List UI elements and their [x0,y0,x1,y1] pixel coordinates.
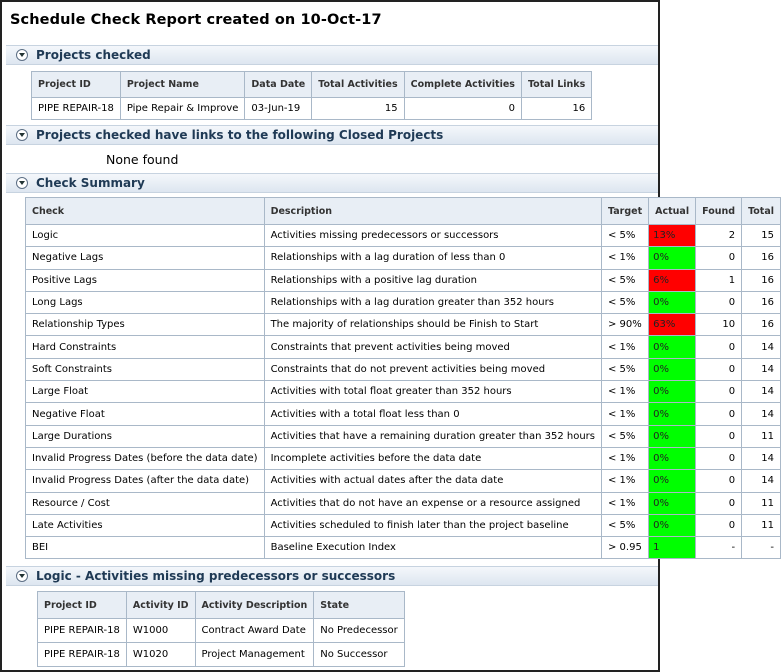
cell: No Predecessor [314,619,404,643]
table-row [38,643,405,667]
table-row [26,381,781,403]
check-name-cell: Long Lags [26,291,265,313]
col-header: State [314,592,404,619]
total-cell: 14 [742,470,781,492]
description-cell: Constraints that prevent activities being moved [264,336,601,358]
col-header: Description [264,198,601,225]
col-header: Total [742,198,781,225]
found-cell: 2 [696,225,742,247]
description-cell: Activities missing predecessors or successors [264,225,601,247]
target-cell: < 5% [601,291,648,313]
check-summary-table [25,197,781,559]
table-row [26,514,781,536]
total-cell: 11 [742,425,781,447]
actual-cell: 0% [649,381,696,403]
col-header: Check [26,198,265,225]
check-name-cell: BEI [26,537,265,559]
target-cell: < 1% [601,492,648,514]
cell: 16 [521,98,591,120]
cell: Pipe Repair & Improve [120,98,245,120]
description-cell: Incomplete activities before the data date [264,447,601,469]
section-title: Logic - Activities missing predecessors or successors [36,569,396,583]
check-name-cell: Negative Lags [26,247,265,269]
table-row [26,358,781,380]
check-name-cell: Logic [26,225,265,247]
collapse-toggle-icon[interactable] [16,570,28,582]
col-header: Activity ID [126,592,195,619]
target-cell: < 1% [601,470,648,492]
actual-cell: 13% [649,225,696,247]
found-cell: 0 [696,247,742,269]
section-closed-project-links[interactable] [6,125,658,145]
cell: 0 [404,98,521,120]
total-cell: 16 [742,269,781,291]
target-cell: < 1% [601,403,648,425]
description-cell: Activities scheduled to finish later than the project baseline [264,514,601,536]
collapse-toggle-icon[interactable] [16,49,28,61]
description-cell: Baseline Execution Index [264,537,601,559]
check-name-cell: Invalid Progress Dates (before the data date) [26,447,265,469]
section-title: Projects checked [36,48,151,62]
target-cell: > 0.95 [601,537,648,559]
description-cell: Constraints that do not prevent activities being moved [264,358,601,380]
description-cell: Activities with actual dates after the data date [264,470,601,492]
col-header: Project ID [32,72,121,98]
col-header: Data Date [245,72,312,98]
col-header: Complete Activities [404,72,521,98]
col-header: Total Activities [312,72,404,98]
section-logic-detail[interactable] [6,566,658,586]
check-name-cell: Hard Constraints [26,336,265,358]
table-row [38,619,405,643]
section-check-summary[interactable] [6,173,658,193]
total-cell: 14 [742,381,781,403]
description-cell: Relationships with a positive lag duration [264,269,601,291]
cell: No Successor [314,643,404,667]
description-cell: Relationships with a lag duration greater than 352 hours [264,291,601,313]
table-row [26,225,781,247]
description-cell: Activities with a total float less than 0 [264,403,601,425]
none-found-message: None found [106,152,179,167]
check-name-cell: Large Durations [26,425,265,447]
found-cell: 0 [696,336,742,358]
table-row [26,425,781,447]
check-name-cell: Positive Lags [26,269,265,291]
target-cell: < 5% [601,269,648,291]
table-row [26,336,781,358]
actual-cell: 6% [649,269,696,291]
description-cell: Relationships with a lag duration of less than 0 [264,247,601,269]
collapse-toggle-icon[interactable] [16,129,28,141]
found-cell: 10 [696,314,742,336]
actual-cell: 0% [649,403,696,425]
total-cell: 14 [742,358,781,380]
target-cell: > 90% [601,314,648,336]
total-cell: 15 [742,225,781,247]
description-cell: Activities with total float greater than 352 hours [264,381,601,403]
check-name-cell: Late Activities [26,514,265,536]
check-name-cell: Resource / Cost [26,492,265,514]
table-row [26,447,781,469]
table-row [26,269,781,291]
col-header: Total Links [521,72,591,98]
found-cell: 0 [696,470,742,492]
actual-cell: 0% [649,336,696,358]
target-cell: < 1% [601,247,648,269]
section-title: Check Summary [36,176,145,190]
collapse-toggle-icon[interactable] [16,177,28,189]
found-cell: 0 [696,381,742,403]
found-cell: 0 [696,403,742,425]
check-name-cell: Relationship Types [26,314,265,336]
col-header: Actual [649,198,696,225]
check-name-cell: Invalid Progress Dates (after the data date) [26,470,265,492]
found-cell: 0 [696,291,742,313]
section-title: Projects checked have links to the following Closed Projects [36,128,444,142]
table-row [32,98,592,120]
table-row [26,314,781,336]
col-header: Target [601,198,648,225]
found-cell: 0 [696,358,742,380]
actual-cell: 0% [649,247,696,269]
col-header: Activity Description [195,592,314,619]
check-name-cell: Large Float [26,381,265,403]
actual-cell: 0% [649,514,696,536]
cell: Project Management [195,643,314,667]
target-cell: < 5% [601,425,648,447]
found-cell: - [696,537,742,559]
total-cell: 16 [742,314,781,336]
table-row [26,403,781,425]
total-cell: 14 [742,447,781,469]
col-header: Found [696,198,742,225]
actual-cell: 1 [649,537,696,559]
actual-cell: 0% [649,291,696,313]
found-cell: 0 [696,514,742,536]
projects-table [31,71,592,120]
total-cell: 11 [742,492,781,514]
description-cell: The majority of relationships should be Finish to Start [264,314,601,336]
actual-cell: 63% [649,314,696,336]
cell: W1000 [126,619,195,643]
target-cell: < 1% [601,381,648,403]
check-name-cell: Soft Constraints [26,358,265,380]
actual-cell: 0% [649,492,696,514]
report-title: Schedule Check Report created on 10-Oct-17 [10,12,382,28]
col-header: Project ID [38,592,127,619]
cell: W1020 [126,643,195,667]
table-row [26,537,781,559]
cell: PIPE REPAIR-18 [38,619,127,643]
found-cell: 0 [696,447,742,469]
target-cell: < 1% [601,447,648,469]
cell: PIPE REPAIR-18 [32,98,121,120]
total-cell: 16 [742,247,781,269]
found-cell: 0 [696,492,742,514]
cell: PIPE REPAIR-18 [38,643,127,667]
table-row [26,470,781,492]
col-header: Project Name [120,72,245,98]
section-projects-checked[interactable] [6,45,658,65]
total-cell: 14 [742,336,781,358]
actual-cell: 0% [649,358,696,380]
total-cell: - [742,537,781,559]
total-cell: 14 [742,403,781,425]
target-cell: < 5% [601,225,648,247]
table-row [26,247,781,269]
cell: 15 [312,98,404,120]
actual-cell: 0% [649,447,696,469]
cell: Contract Award Date [195,619,314,643]
found-cell: 0 [696,425,742,447]
target-cell: < 1% [601,336,648,358]
total-cell: 16 [742,291,781,313]
actual-cell: 0% [649,425,696,447]
cell: 03-Jun-19 [245,98,312,120]
table-row [26,291,781,313]
description-cell: Activities that do not have an expense or a resource assigned [264,492,601,514]
logic-detail-table [37,591,405,667]
found-cell: 1 [696,269,742,291]
check-name-cell: Negative Float [26,403,265,425]
target-cell: < 5% [601,358,648,380]
table-row [26,492,781,514]
description-cell: Activities that have a remaining duration greater than 352 hours [264,425,601,447]
total-cell: 11 [742,514,781,536]
target-cell: < 5% [601,514,648,536]
actual-cell: 0% [649,470,696,492]
